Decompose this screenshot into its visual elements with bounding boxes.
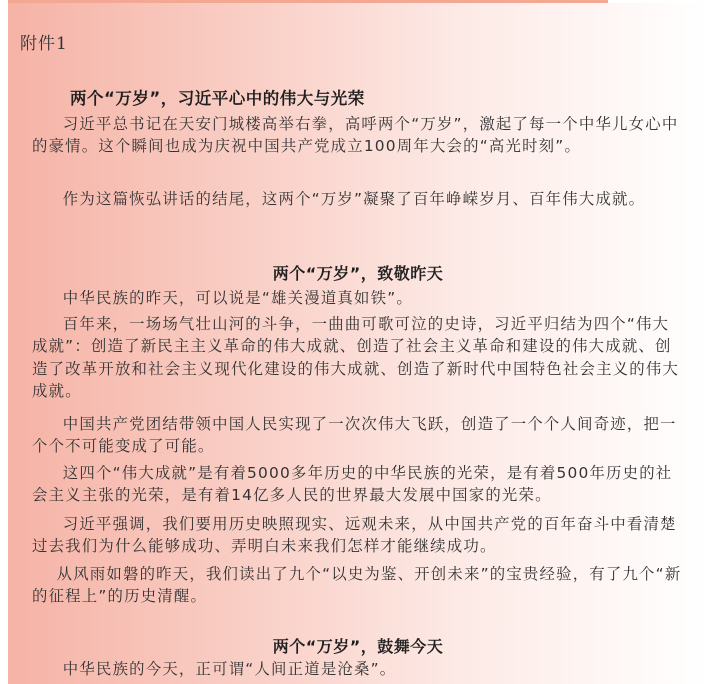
intro-paragraph-2: 作为这篇恢弘讲话的结尾，这两个“万岁”凝聚了百年峥嵘岁月、百年伟大成就。 (62, 190, 646, 208)
section-title-today: 两个“万岁”，鼓舞今天 (272, 637, 444, 656)
section-1-paragraph-2: 百年来，一场场气壮山河的斗争，一曲曲可歌可泣的史诗，习近平归结为四个“伟大成就”：创造了新民主主义革命的伟大成就、创造了社会主义革命和建设的伟大成就、创造了改革开放和社会主义现代化建设的伟大成就、创造了新时代中国特色社会主义的伟大成就。 (32, 315, 680, 401)
main-title: 两个“万岁”，习近平心中的伟大与光荣 (70, 89, 365, 108)
section-1-paragraph-6: 从风雨如磐的昨天，我们读出了九个“以史为鉴、开创未来”的宝贵经验，有了九个“新的征程上”的历史清醒。 (32, 565, 682, 606)
section-1-paragraph-1: 中华民族的昨天，可以说是“雄关漫道真如铁”。 (62, 289, 413, 307)
section-title-yesterday: 两个“万岁”，致敬昨天 (272, 264, 444, 283)
section-1-paragraph-3: 中国共产党团结带领中国人民实现了一次次伟大飞跃，创造了一个个人间奇迹，把一个个不可能变成了可能。 (32, 415, 677, 456)
attachment-label: 附件1 (20, 34, 68, 54)
section-2-paragraph-1: 中华民族的今天，正可谓“人间正道是沧桑”。 (62, 660, 397, 678)
intro-paragraph-1: 习近平总书记在天安门城楼高举右拳，高呼两个“万岁”，激起了每一个中华儿女心中的豪情。这个瞬间也成为庆祝中国共产党成立100周年大会的“高光时刻”。 (32, 115, 679, 156)
document-page (8, 3, 708, 684)
section-1-paragraph-5: 习近平强调，我们要用历史映照现实、远观未来，从中国共产党的百年奋斗中看清楚过去我们为什么能够成功、弄明白未来我们怎样才能继续成功。 (32, 515, 677, 556)
section-1-paragraph-4: 这四个“伟大成就”是有着5000多年历史的中华民族的光荣，是有着500年历史的社会主义主张的光荣，是有着14亿多人民的世界最大发展中国家的光荣。 (32, 464, 673, 505)
